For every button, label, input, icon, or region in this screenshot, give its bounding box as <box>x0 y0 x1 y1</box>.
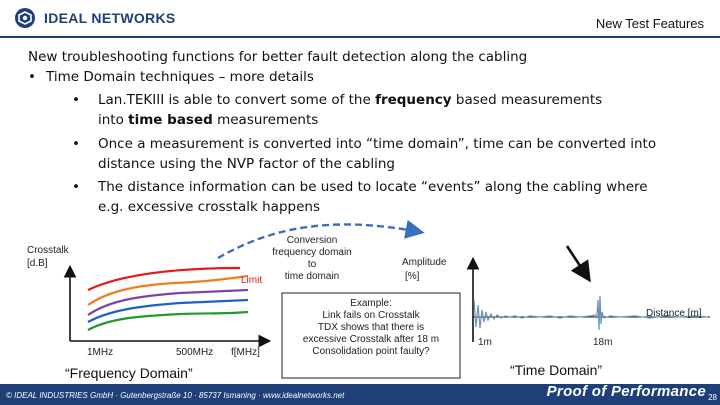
example-line-5: Consolidation point faulty? <box>312 346 430 357</box>
sub-bullet-3-text: The distance information can be used to locate “events” along the cabling where <box>98 179 648 195</box>
sub-bullet-1b-pre: into <box>98 112 129 128</box>
sub-bullet-1b-bold: time based <box>128 112 213 128</box>
sub-bullet-1-pre: Lan.TEKIII is able to convert some of the <box>98 92 376 108</box>
frequency-domain-caption: “Frequency Domain” <box>65 365 193 381</box>
sub-bullet-1-bold: frequency <box>375 92 452 108</box>
conversion-line-1: Conversion <box>286 235 338 246</box>
bullet-icon: • <box>72 136 80 152</box>
freq-series-green <box>88 312 248 330</box>
sub-bullet-1b-post: measurements <box>212 112 319 128</box>
slide-title: New Test Features <box>595 16 704 31</box>
logo-text: IDEAL NETWORKS <box>44 10 176 26</box>
example-text <box>286 298 456 358</box>
conversion-line-3: to <box>307 259 317 270</box>
freq-x-tick-1: 1MHz <box>87 347 114 358</box>
sub-bullet-2-text: Once a measurement is converted into “time domain”, time can be converted into <box>98 136 657 152</box>
footer-address: © IDEAL INDUSTRIES GmbH · Gutenbergstraße 10 · 85737 Ismaning · www.idealnetworks.net <box>6 391 345 400</box>
example-line-4: excessive Crosstalk after 18 m <box>302 334 440 345</box>
time-domain-caption: “Time Domain” <box>510 362 603 378</box>
sub-bullet-1-post: based measurements <box>451 92 603 108</box>
content-heading: New troubleshooting functions for better fault detection along the cabling <box>28 49 528 65</box>
time-x-tick-2: 18m <box>593 337 613 348</box>
sub-bullet-2-line2: distance using the NVP factor of the cabling <box>98 156 395 172</box>
example-line-1: Example: <box>350 298 392 309</box>
freq-ylabel-1: Crosstalk <box>27 245 69 256</box>
page-number: 28 <box>708 393 717 402</box>
time-ylabel-2: [%] <box>405 271 420 282</box>
example-line-3: TDX shows that there is <box>317 322 425 333</box>
freq-x-tick-2: 500MHz <box>176 347 214 358</box>
time-x-tick-1: 1m <box>478 337 492 348</box>
bullet-icon: • <box>72 179 80 195</box>
limit-label: Limit <box>241 275 263 286</box>
time-axes <box>473 260 710 342</box>
bullet-1-text: Time Domain techniques – more details <box>46 69 314 85</box>
freq-xlabel: f[MHz] <box>231 347 260 358</box>
footer-tagline: Proof of Performance <box>546 383 706 400</box>
time-ylabel-1: Amplitude <box>402 257 447 268</box>
bullet-icon: • <box>28 69 36 85</box>
conversion-line-4: time domain <box>284 271 340 282</box>
freq-ylabel-2: [d.B] <box>27 258 48 269</box>
example-line-2: Link fails on Crosstalk <box>322 310 420 321</box>
event-arrow <box>567 246 588 278</box>
time-xlabel: Distance [m] <box>646 308 702 319</box>
sub-bullet-3-line2: e.g. excessive crosstalk happens <box>98 199 320 215</box>
bullet-icon: • <box>72 92 80 108</box>
conversion-line-2: frequency domain <box>272 247 352 258</box>
conversion-label <box>262 235 362 283</box>
